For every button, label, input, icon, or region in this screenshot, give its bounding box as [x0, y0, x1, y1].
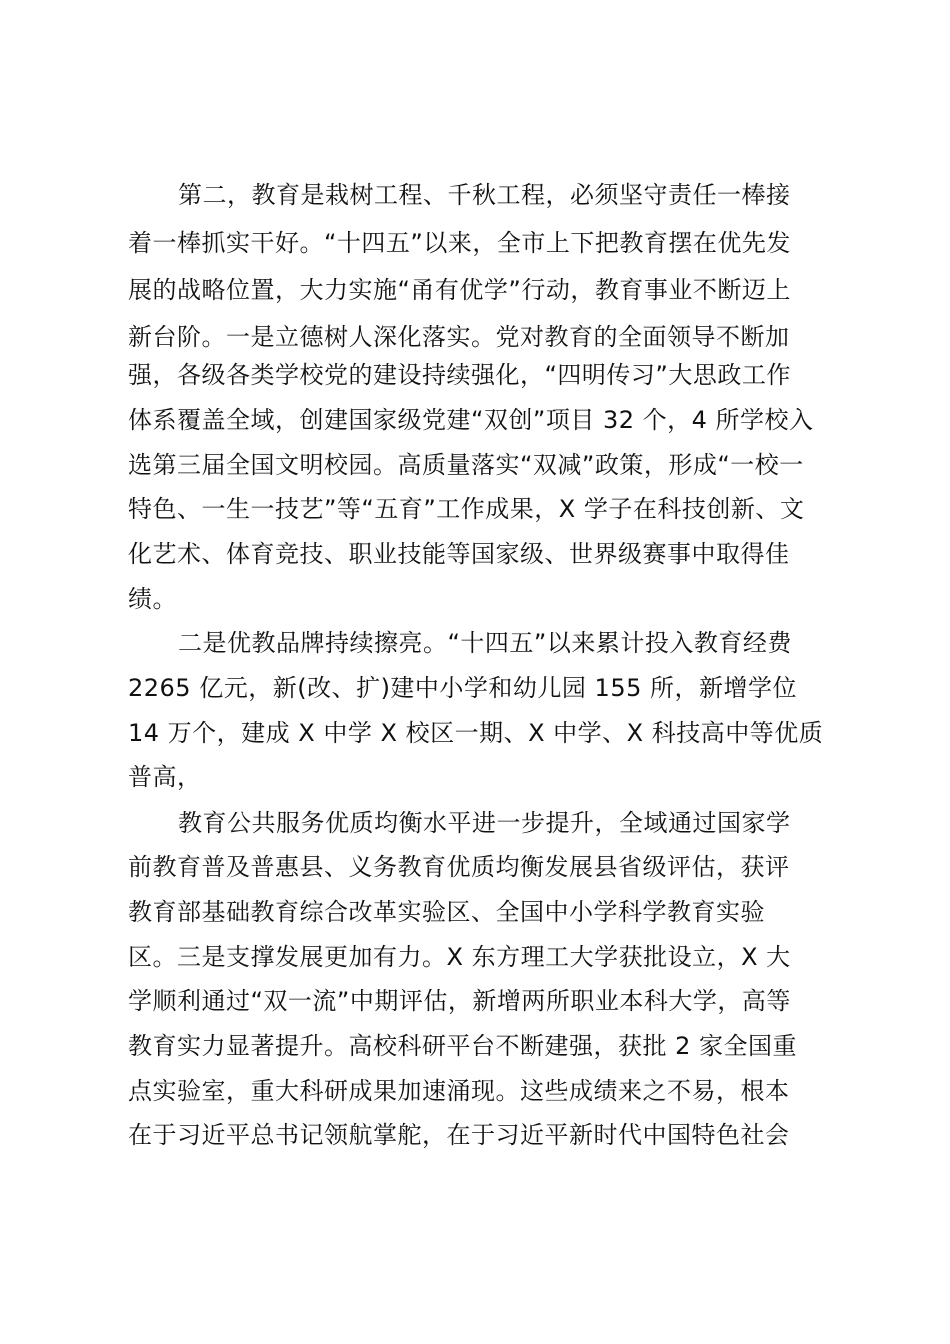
text-line: 着一棒抓实干好。“十四五”以来，全市上下把教育摆在优先发: [128, 229, 791, 257]
text-line: 二是优教品牌持续擦亮。“十四五”以来累计投入教育经费: [178, 629, 792, 657]
text-line: 学顺利通过“双一流”中期评估，新增两所职业本科大学，高等: [128, 987, 791, 1015]
text-line: 教育部基础教育综合改革实验区、全国中小学科学教育实验: [128, 898, 765, 926]
text-line: 强，各级各类学校党的建设持续强化，“四明传习”大思政工作: [128, 361, 791, 389]
text-line: 特色、一生一技艺”等“五育”工作成果，X 学子在科技创新、文: [128, 495, 805, 523]
text-line: 新台阶。一是立德树人深化落实。党对教育的全面领导不断加: [128, 323, 790, 351]
text-line: 前教育普及普惠县、义务教育优质均衡发展县省级评估，获评: [128, 853, 790, 881]
text-line: 化艺术、体育竞技、职业技能等国家级、世界级赛事中取得佳: [128, 540, 790, 568]
text-line: 教育公共服务优质均衡水平进一步提升，全域通过国家学: [178, 809, 791, 837]
text-line: 在于习近平总书记领航掌舵，在于习近平新时代中国特色社会: [128, 1121, 790, 1149]
text-line: 2265 亿元，新(改、扩)建中小学和幼儿园 155 所，新增学位: [128, 674, 797, 702]
text-line: 普高，: [128, 763, 202, 791]
text-line: 教育实力显著提升。高校科研平台不断建强，获批 2 家全国重: [128, 1032, 798, 1060]
text-line: 区。三是支撑发展更加有力。X 东方理工大学获批设立，X 大: [128, 943, 791, 971]
text-line: 选第三届全国文明校园。高质量落实“双减”政策，形成“一校一: [128, 451, 804, 479]
text-line: 第二，教育是栽树工程、千秋工程，必须坚守责任一棒接: [178, 181, 791, 209]
text-line: 绩。: [128, 585, 177, 613]
text-line: 体系覆盖全域，创建国家级党建“双创”项目 32 个，4 所学校入: [128, 406, 814, 434]
text-line: 14 万个，建成 X 中学 X 校区一期、X 中学、X 科技高中等优质: [128, 719, 824, 747]
text-line: 展的战略位置，大力实施“甬有优学”行动，教育事业不断迈上: [128, 276, 791, 304]
text-line: 点实验室，重大科研成果加速涌现。这些成绩来之不易，根本: [128, 1077, 790, 1105]
